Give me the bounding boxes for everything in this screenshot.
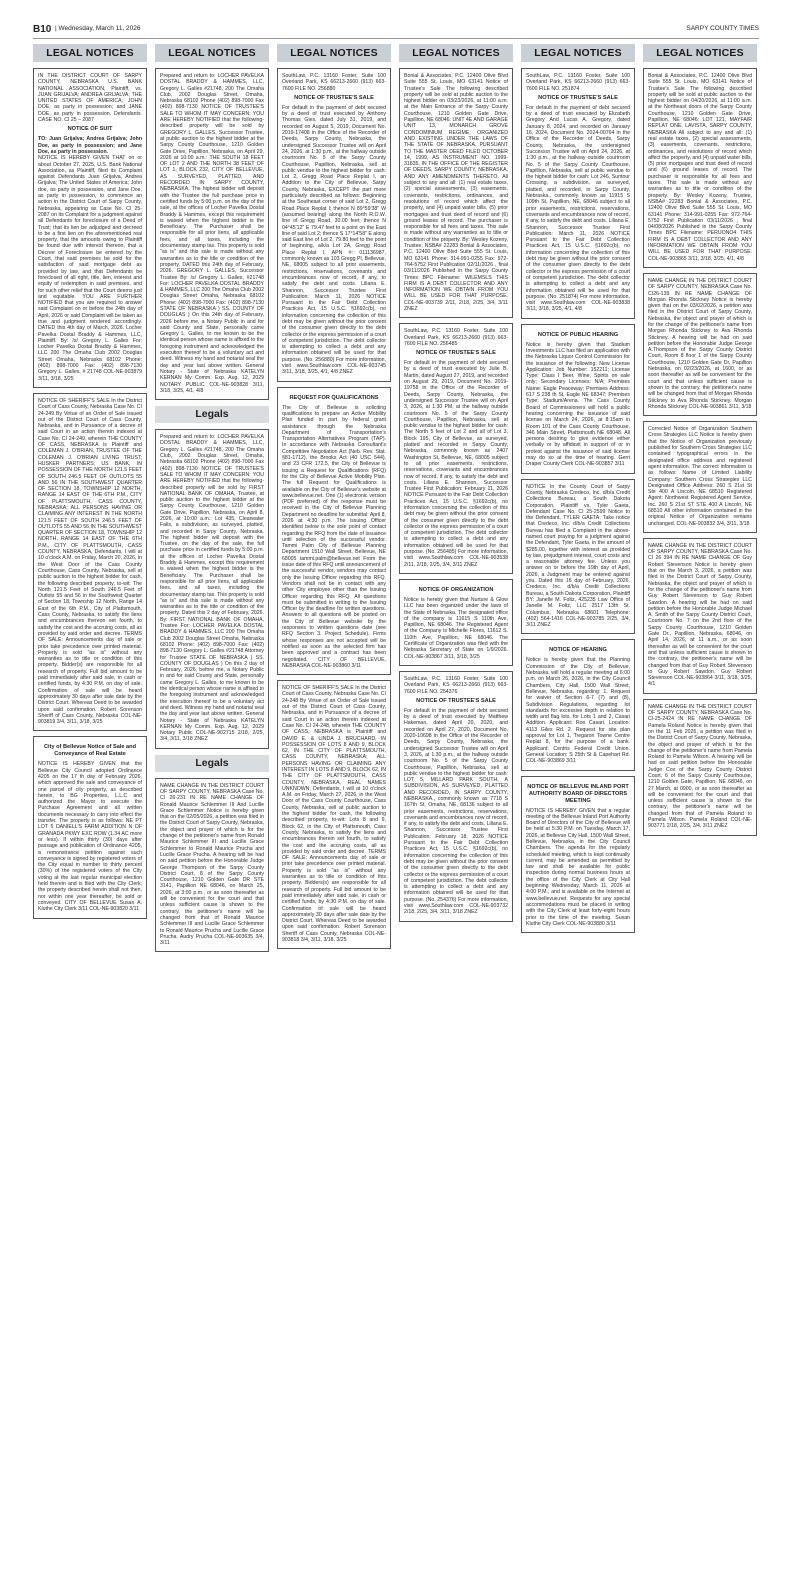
name-change-notice (643, 538, 757, 694)
name-change-notice (155, 778, 269, 953)
notice-title: NOTICE OF ORGANIZATION (418, 586, 494, 593)
notice-title: NOTICE OF TRUSTEE'S SALE (538, 94, 618, 101)
notice-body: NOTICE IS HEREBY GIVEN that the Bellevue City Council adopted Ordinance 4205 on the 17 th day of February 2026, which approved the sale and conveyance of one parcel of city property, as described herein, to BG Properties, L.L.C and authorized the Mayor to execute the Purchase Agreement and all written documents necessary to carry into effect the transfer. The property is as follows: NE PT LOT 5 DANIELL'S FARM ADDITION N OF GRANADA PKWY EXC ROW (1.34 AC more or less). If within thirty (30) days after passage and publication of Ordinance 4205, a remonstrance petition against such conveyance is signed by registered voters of the City equal in number to thirty percent (30%) of the registered voters of the City voting at the last regular municipal election held therein and is filed with the City Clerk, the property described herein shall not then, nor within one year thereafter, be sold or conveyed. CITY OF BELLEVUE Susan A. Kluthe City Clerk 3/11 COL-NE-903820 3/11 (38, 761, 142, 913)
column-6 (643, 44, 757, 1576)
organization-notice (399, 579, 513, 666)
trustees-sale-notice (399, 323, 513, 574)
column-2 (155, 44, 269, 1576)
request-for-qualifications (277, 387, 391, 675)
section-header: LEGAL NOTICES (521, 44, 635, 62)
section-header: LEGAL NOTICES (155, 44, 269, 62)
trustees-sale-notice (155, 68, 269, 400)
column-4 (399, 44, 513, 1576)
column-3 (277, 44, 391, 1576)
notice-body: Corrected Notice of Organization Southern Cross Strategies LLC Notice is hereby given that the Notice of Organization previously published for Southern Cross Strategies LLC contained typographical errors in the designated office address and registered agent information. The correct information is as follows: Name of Limited Liability Company: Southern Cross Strategies LLC Designated Office Address: 260 S 21st St Ste 400 A Lincoln, NE 68510 Registered Agent: Northwest Registered Agent Service, Inc. 260 S 21st ST STE 400 A Lincoln, NE 68510 All other information contained in the original Notice of Organization remains unchanged. COL-NE-903832 3/4, 3/11, 3/18 (648, 426, 752, 527)
trustees-sale-notice (277, 68, 391, 382)
notice-body: Notice is hereby given that the Planning Commission of the City of Bellevue, Nebraska, will hold a regular meeting at 6:00 p.m. on March 26, 2026, in the City Council Chambers, City Hall, 1500 Wall Street, Bellevue, Nebraska, regarding: 1. Request for waiver of Section 6-7 (7) and (8), Subdivision Regulations, regarding lot standards for excessive depth in relation to width and flag lots, for Lots 1 and 2, Casari Addition. Applicant: Ron Casari. Location: 4113 Giles Rd. 2. Request for site plan approval for Lot 1, Tregaron Towne Centre Replat 8, for the purpose of a bank. Applicant: Centris Federal Credit Union. General Location: S 25th St & Capehart Rd. COL-NE-903869 3/11 (526, 657, 630, 765)
section-header: LEGAL NOTICES (399, 44, 513, 62)
sheriffs-sale-notice (277, 680, 391, 949)
section-header: LEGAL NOTICES (33, 44, 147, 62)
trustees-sale-notice (155, 429, 269, 749)
notice-lead: SouthLaw, P.C. 13160 Foster, Suite 100 Overland Park, KS 66213-2660 (913) 663-7600 FILE NO. 256880 (282, 73, 386, 92)
name-change-notice (643, 273, 757, 416)
notice-subheading: TO: Juan Grijalva; Andrea Grijalva; John Doe, as party in possession; and Jane Doe, as party in possession. (38, 136, 142, 155)
notice-lead: SouthLaw, P.C. 13160 Foster, Suite 100 Overland Park, KS 66213-2660 (913) 663-7600 FILE NO. 254376 (404, 675, 508, 695)
notice-lead: IN THE DISTRICT COURT OF SARPY COUNTY, NEBRASKA U.S. BANK NATIONAL ASSOCIATION, Plaintiff, vs. JUAN GRIJALVA; ANDREA GRIJALVA; THE UNITED STATES OF AMERICA; JOHN DOE, as party in possession; and JANE DOE, as party in possession. Defendants. CASE NO. CI 25 – 2087 (38, 73, 142, 124)
city-sale-notice (33, 736, 147, 918)
notice-title: NOTICE OF HEARING (549, 647, 607, 654)
trustees-sale-notice (399, 68, 513, 318)
notice-body: For default in the payment of debt secured by a deed of trust executed by Matthew Hakeman, dated April 20, 2020, and recorded on April 27, 2020, Document No. 2020-10698 in the Office of the Recorder of Deeds, Sarpy County, Nebraska, the undersigned Successor Trustee will on April 3, 2026, at 1:30 p.m., at the hallway outside courtroom No. 5 of the Sarpy County Courthouse, Papillion, Nebraska, sell at public vendue to the highest bidder for cash: LOT 5, MILLARD PARK SOUTH, A SUBDIVISION, AS SURVEYED, PLATTED AND RECORDED, IN SARPY COUNTY, NEBRASKA., commonly known as 7718 S 167th St, Omaha, NE, 68136 subject to all prior easements, restrictions, reservations, covenants and encumbrances now of record, if any, to satisfy the debt and costs. Liliana E. Shannon, Successor Trustee First Publication: February 18, 2026 NOTICE Pursuant to the Fair Debt Collection Practices Act, 15 U.S.C. §1692c(b), no information concerning the collection of this debt may be given without the prior consent of the consumer given directly to the debt collector or the express permission of a court of competent jurisdiction. The debt collector is attempting to collect a debt and any information obtained will be used for that purpose. (No. 254376) For more information, visit www.Southlaw.com COL-NE-903732 2/18, 2/25, 3/4, 3/11, 3/18 ZNEZ (404, 707, 508, 916)
notice-body: NOTICE IS HEREBY GIVEN THAT on or about October 27, 2025, U.S. Bank National Association, as Plaintiff, filed its Complaint against Defendants Juan Grijalva, Andrea Grijalva; The United States of America; John doe, as party in possession, and Jane Doe, as party in possession, to commence an action in the District Court of Sarpy County, Nebraska, appearing as Case No. CI 25-2087 on its Complaint for a judgment against all Defendants for foreclosure of a Deed of Trust; that its lien be adjudged and decreed to be a first lien on the aforementioned real property, that the amounts owing to Plaintiff be found due with interest thereon, that a Decree of Foreclosure be entered by the Court, that said premises be sold for the satisfaction of said mortgage debt as provided by law, and that Defendants be foreclosed of all right, title, lien, interest and equity of redemption in said premises, and for such other relief that the Court deems just and equitable. YOU ARE FURTHER NOTIFIED that you are required to answer said Complaint on or before the 24th day of April, 2026 or said Complaint will be taken as true and judgment rendered accordingly. DATED this 4th day of March, 2026. Locher Pavelka Dostal Braddy & Hammes, LLC, Plaintiff. By: /s/ Gregory L. Galles For: Locher Pavelka Dostal Braddy & Hammes, LLC 200 The Omaha Club 2002 Douglas Street Omaha, Nebraska 68102 Phone: (402) 898-7000 Fax: (402) 898-7130 Gregory L. Galles, # 21748 COL-NE-903879 3/11, 3/18, 3/25 (38, 155, 142, 382)
notice-body: NOTICE In the County Court of Sarpy County, Nebraska Credeco, Inc. d/b/a Credit Collections Bureau, a South Dakota Corporation, Plaintiff vs. Tyler Gaeta, Defendant Case No. CI 25-2599 Notice to the Defendant, TYLER GAETA: Take notice that Credeco, Inc. d/b/a Credit Collections Bureau has filed a Complaint in the above-named court praying for a judgment against the Defendant, Tyler Gaeta, in the amount of $285.00, together with interest as provided by law, prejudgment interest, court costs and a reasonable attorney fee. Unless you answer on or before the 19th day of April, 2026, a Judgment may be entered against you. Dated this 16 day of February, 2026. Credeco, Inc. d/b/a Credit Collections Bureau, a South Dakota Corporation, Plaintiff BY: Janelle M. Foltz, 425235 Law Office of Janelle M. Foltz, LLC 2517 13th St. Columbus, Nebraska 68601 Telephone: (402) 564-1416 COL-NE-903785 2/25, 3/4, 3/11 ZNEZ (526, 483, 630, 629)
notice-body: Bonial & Associates, P.C. 12400 Olive Blvd Suite 555 St. Louis, MO 63141 Notice of Trustee's Sale The following described property will be sold at public auction to the highest bidder on 03/23/2026, at 11:00 a.m. at the Main Entrance of the Sarpy County Courthouse, 1210 Golden Gate Drive, Papillion, NE 68046: UNIT 4E AND GARAGE UNIT 13, MONARCH GROVE CONDOMINIUM REGIME, ORGANIZED AND EXISTING UNDER THE LAWS OF THE STATE OF NEBRASKA, PURSUANT TO THE MASTER DEED FILED OCTOBER 14, 1999, AS INSTRUMENT NO. 1999-31835, IN THE OFFICE OF THE REGISTER OF DEEDS, SARPY COUNTY, NEBRASKA, AND ANY AMENDMENTS THERETO. All subject to any and all: (1) real estate taxes, (2) special assessments, (3) easements, covenants, restrictions, ordinances, and resolutions of record which affect the property, and (4) unpaid water bills, (5) prior mortgages and trust deed of record and (6) ground leases of record. The purchaser is responsible for all fees and taxes. This sale is made without any warranties as to title or condition of the property. By: Wesley Kozeny, Trustee, NSBA# 22283 Bonial & Associates, P.C. 12400 Olive Blvd Suite 555 St. Louis, MO 63141 Phone: 314-991-0255 Fax: 972-764-5752 First Publication 02/11/2026 , final 03/11/2026 Published in the Sarpy County Times BPC Filename: WILEMSLS THIS FIRM IS A DEBT COLLECTOR AND ANY INFORMATION WE OBTAIN FROM YOU WILL BE USED FOR THAT PURPOSE. COL-NE-903739 2/11, 2/18, 2/25, 3/4, 3/11 ZNEZ (404, 73, 508, 312)
column-1 (33, 44, 147, 1576)
notice-title: NOTICE OF BELLEVUE INLAND PORT AUTHORITY BOARD OF DIRECTORS MEETING (527, 783, 629, 804)
notice-body: NAME CHANGE IN THE DISTRICT COURT OF SARPY COUNTY, NEBRASKA Case No. CI26-139 IN RE NAME CHANGE OF Morgan Rhonda Stickney Notice is hereby given that on the 03/02/2026, a petition was filed in the District Court of Sarpy County, Nebraska, the object and prayer of which is for the change of the petitioner's name from Morgan Rhonda Stickney to Ava Rhonda Stickney. A hearing will be had on said petition before the Honorable Judge George A.Thompson of the Sarpy County District Court, Room 8 floor 1 of the Sarpy County Courthouse, 1210 Golden Gate Dr, Papillion Nebraska, on 02/23/2026, at 1600, or as soon thereafter as will be convenient for the court and that unless sufficient cause is shown to the contrary, the petitioner's name will be changed from that of Morgan Rhonda Stickney to Ava Rhonda Stickney. Morgan Rhonda Stickney COL-NE-903861 3/11, 3/18 (648, 277, 752, 410)
notice-body: NAME CHANGE IN THE DISTRICT COURT OF SARPY COUNTY, NEBRASKA Case No. CI 26 394 IN RE NAME CHANGE OF Guy Robert Stevenson Notice is hereby given that on the March 3, 2026, a petition was filed in the District Court of Sarpy County, Nebraska, the object and prayer of which is for the change of the petitioner's name from Guy Robert Stevenson to Guy Robert Sawdon. A hearing will be had on said petition before the Honorable Judge Michael A. Smith of the Sarpy County District Court, Courtroom No. 7 on the 2nd floor of the Sarpy County Courthouse, 1210 Golden Gate Dr., Papillion, Nebraska, 68046, on April 14, 2026, at 11 a.m., or as soon thereafter as will be convenient for the court and that unless sufficient cause is shown to the contrary, the petitioner's name will be changed from that of Guy Robert Stevenson to Guy Robert Sawdon. Guy Robert Stevenson COL-NE-903864 3/11, 3/18, 3/25, 4/1 (648, 542, 752, 688)
notice-body: Prepared and return to: LOCHER PAVELKA DOSTAL BRADDY & HAMMES, LLC, Gregory L. Galles #21748, 200 The Omaha Club, 2002 Douglas Street, Omaha, Nebraska 68102 Phone (402) 898-7000 Fax (402) 898-7130 NOTICE OF TRUSTEE'S SALE TO WHOM IT MAY CONCERN: YOU ARE HEREBY NOTIFIED that the following-described property will be sold by GREGORY L. GALLES, Successor Trustee, at public auction to the highest bidder at the Sarpy County Courthouse, 1210 Golden Gate Drive, Papillion, Nebraska, on April 29, 2026 at 10:00 a.m.: THE SOUTH 18 FEET OF LOT 2 AND THE NORTH 38 FEET OF LOT 1, BLOCK 232, CITY OF BELLEVUE, AS SURVEYED, PLATTED, AND RECORDED IN SARPY COUNTY, NEBRASKA. The highest bidder will deposit with the Trustee the full purchase price in certified funds by 5:00 p.m. on the day of the sale, at the offices of Locher Pavelka Dostal Braddy & Hammes, except this requirement is waived when the highest bidder is the Beneficiary. The Purchaser shall be responsible for all prior liens, all applicable fees, and all taxes, including the documentary stamp tax. This property is sold "as is" and this sale is made without any warranties as to the title or condition of the property. DATED this 24th day of February, 2026. GREGORY L. GALLES, Successor Trustee By: /s/ Gregory L. Galles, #21748 For: LOCHER PAVELKA DOSTAL BRADDY & HAMMES, LLC 200 The Omaha Club 2002 Douglas Street Omaha, Nebraska 68102 Phone: (402) 898-7000 Fax: (402) 898-7130 STATE OF NEBRASKA ) SS. COUNTY OF DOUGLAS ) On this 24th day of February, 2026 before me, a Notary Public in and for said County and State, personally came Gregory L. Galles, to me known to be the identical person whose name is affixed to the foregoing instrument and acknowledged the execution thereof to be a voluntary act and deed. Witness my hand and notarial seal the day and year last above written. General Notary - State of Nebraska KATELYN KERNAN My Comm. Exp. Aug. 12, 2029 NOTARY PUBLIC COL-NE-903828 3/11, 3/18, 3/25, 4/1, 4/8 (160, 73, 264, 394)
notice-body: NOTICE OF SHERIFF'S SALE In the District Court of Cass County, Nebraska Case No. CI 24-248 By Virtue of an Order of Sale issued out of the District Court of Cass County, Nebraska, and in Pursuance of a decree of said Court in an action therein indexed at Case No. CI 24-248, wherein THE COUNTY OF CASS, NEBRASKA is Plaintiff and DAVID E. & LINDA J. BRUCHARD, IN POSSESSION OF LOTS 8 AND 9, BLOCK 62, IN THE CITY OF PLATTSMOUTH, CASS COUNTY, NEBRASKA; ALL PERSONS HAVING OR CLAIMING ANY INTEREST IN LOTS 8 AND 9, BLOCK 62, IN THE CITY OF PLATTSMOUTH, CASS COUNTY, NEBRASKA, REAL NAMES UNKNOWN, Defendants, I will at 10 o'clock A.M. on Friday, March 27, 2026, in the West Door of the Cass County Courthouse, Cass County, Nebraska, sell at public auction to the highest bidder for cash, the following described property, to-wit: Lots 8 and 9, Block 62, in the City of Plattsmouth, Cass County, Nebraska, to satisfy the liens and encumbrances therein set fourth, to satisfy the cost and the accruing costs, all as provided by said order and decree. TERMS OF SALE: Announcements day of sale or prior take precedence over printed material. Property is sold "as is" without any warranties as to title or condition of this property. Bidders(s) are responsible for all research of property. Full bid amount to be paid immediately after said sale, in cash or certified funds, by 4:30 P.M. on day of sale. Confirmation of sale will be heard approximately 30 days after sale date by the District Court. Whereas Deed to be awarded upon said confirmation. Robert Sorenson Sheriff of Cass County, Nebraska COL-NE-903818 3/4, 3/11, 3/18, 3/25 (282, 685, 386, 943)
notice-title: NOTICE OF SUIT (67, 126, 113, 133)
notice-title: NOTICE OF TRUSTEE'S SALE (416, 697, 496, 704)
section-header: LEGAL NOTICES (643, 44, 757, 62)
publication-name: SARPY COUNTY TIMES (686, 25, 759, 32)
trustees-sale-notice (399, 671, 513, 922)
notice-body: NAME CHANGE IN THE DISTRICT COURT OF SARPY COUNTY, NEBRASKA Case No. CI-25-2424 IN RE NAME CHANGE OF Pamela Roland Notice is hereby given that on the 11 Feb 2026, a petition was filed in the District Court of Sarpy County, Nebraska, the object and prayer of which is for the change of the petitioner's name from Pamela Roland to Pamela Wilson. A hearing will be had on said petition before the Honorable Judge Cox of the Sarpy County District Court, 6 of the Sarpy County Courthouse, 1210 Golden Gate, Papillion, NE 68046, on 27 March, at 0900, or as soon thereafter as will be convenient for the court and that unless sufficient cause is shown to the contrary, the petitioner's name will be changed from that of Pamela Roland to Pamela Wilson. Pamela Roland COL-NE-903771 2/18, 2/25, 3/4, 3/11 ZNEZ (648, 703, 752, 830)
legals-banner: Legals (155, 755, 269, 772)
column-5 (521, 44, 635, 1576)
notice-body: For default in the payment of debt secured by a deed of trust executed by Elizabeth Gregory And Lucas A. Gregory, dated January 8, 2024, and recorded on January 16, 2024, Document No. 2024-00764 in the Office of the Recorder of Deeds, Sarpy County, Nebraska, the undersigned Successor Trustee will on April 24, 2026, at 1:30 p.m., at the hallway outside courtroom No. 5 of the Sarpy County Courthouse, Papillion, Nebraska, sell at public vendue to the highest bidder for cash: Lot 246, Suntour Crossing, a subdivision, as surveyed, platted, and recorded, in Sarpy County, Nebraska., commonly known as 11915 S 109th St, Papillion, NE, 68046 subject to all prior easements, restrictions, reservations, covenants and encumbrances now of record, if any, to satisfy the debt and costs. Liliana E. Shannon, Successor Trustee First Publication: March 11, 2026 NOTICE Pursuant to the Fair Debt Collection Practices Act, 15 U.S.C. §1692c(b), no information concerning the collection of this debt may be given without the prior consent of the consumer given directly to the debt collector or the express permission of a court of competent jurisdiction. The debt collector is attempting to collect a debt and any information obtained will be used for that purpose. (No. 251874) For more information, visit www.Southlaw.com COL-NE-903838 3/11, 3/18, 3/25, 4/1, 4/8 (526, 104, 630, 313)
hearing-notice (521, 639, 635, 770)
notice-body: NOTICE OF SHERIFF'S SALE In the District Court of Cass County, Nebraska Case No. CI 24-249 By Virtue of an Order of Sale issued out of the District Court of Cass County, Nebraska, and in Pursuance of a decree of said Court in an action therein indexed at Case No. CI 24-249, wherein THE COUNTY OF CASS, NEBRASKA is Plaintiff and COLEMAN J. O'BRIAN, TRUSTEE OF THE COLEMAN J. O'BRIAN LIVING TRUST; HUSKER PARTNERS; US BANK, IN POSSESSION OF THE NORTH 121.5 FEET OF SOUTH 246.5 FEET OF OUTLOTS 55 AND 56 IN THE SOUTHWEST QUARTER OF SECTION 18, TOWNSHIP 12 NORTH, RANGE 14 EAST OF THE 6TH P.M., CITY OF PLATTSMOUTH, CASS COUNTY, NEBRASKA; ALL PERSONS HAVING OR CLAIMING ANY INTEREST IN THE NORTH 121.5 FEET OF SOUTH 246.5 FEET OF OUTLOTS 55 AND 56 IN THE SOUTHWEST QUARTER OF SECTION 18, TOWNSHIP 12 NORTH, RANGE 14 EAST OF THE 6TH P.M., CITY OF PLATTSMOUTH, CASS COUNTY, NEBRASKA, Defendants, I will at 10 o'clock A.M. on Friday, March 20, 2026, in the West Door of the Cass County Courthouse, Cass County, Nebraska, sell at public auction to the highest bidder for cash, the following described property, to-wit: The North 121.5 Feet of South 246.5 Feet of Outlots 55 and 56 in the Southwest Quarter of Section 18, Township 12 North, Range 14 East of the 6th P.M., City of Plattsmouth, Cass County, Nebraska, to satisfy the liens and encumbrances thereon set fourth, to satisfy the cost and the accruing costs, all as provided by said order and decree. TERMS OF SALE: Announcements day of sale or prior take precedence over printed material. Property is sold "as is" without any warranties as to title or condition of this property. Bidder(s) are responsible for all research of property. Full bid amount to be paid immediately after said sale, in cash or certified funds, by 4:30 P.M. on day of sale. Confirmation of sale will be heard approximately 30 days after sale date by the District Court. Whereas Deed to be awarded upon said confirmation. Robert Sorenson Sheriff of Cass County, Nebraska COL-NE-903819 3/4, 3/11, 3/18, 3/25 (38, 397, 142, 726)
notice-body: Notice is hereby given that Nurture & Glow LLC has been organized under the laws of the State of Nebraska. The designated office of the company is 11615 S 110th Ave, Papillion, NE 68046. The Registered Agent of the Company is Michelle Flores, 11612 S. 110th Ave, Papillion, NE 68046. The Certificate of Organization was filed with the Nebraska Secretary of State on 1/9/2026. COL-NE-903867 3/11, 3/18, 3/25 (404, 596, 508, 660)
notice-title: NOTICE OF TRUSTEE'S SALE (416, 350, 496, 357)
notice-body: Bonial & Associates, P.C. 12400 Olive Blvd Suite 555 St. Louis, MO 63141 Notice of Trustee's Sale The following described property will be sold at public auction to the highest bidder on 04/20/2026, at 11:00 a.m. at the Northeast doors of the Sarpy County Courthouse, 1210 Golden Gate Drive, Papillion, NE 68046: LOT 121, MAYFAIR REPLAT ONE, LAVISTA, SARPY COUNTY, NEBRASKA All subject to any and all: (1) real estate taxes, (2) special assessments, (3) easements, covenants, restrictions, ordinances, and resolutions of record which affect the property, and (4) unpaid water bills, (5) prior mortgages and trust deed of record and (6) ground leases of record. The purchaser is responsible for all fees and taxes. This sale is made without any warranties as to title or condition of the property. By: Wesley Kozeny, Trustee, NSBA# 22283 Bonial & Associates, P.C. 12400 Olive Blvd Suite 555 St. Louis, MO 63141 Phone: 314-991-0255 Fax: 972-764-5752 First Publication 03/11/2026 , final 04/08/2026 Published in the Sarpy County Times BPC Filename: PERUONO4 THIS FIRM IS A DEBT COLLECTOR AND ANY INFORMATION WE OBTAIN FROM YOU WILL BE USED FOR THAT PURPOSE. COL-NE-903865 3/11, 3/18, 3/25, 4/1, 4/8 (648, 73, 752, 262)
page-number: B10 (33, 24, 52, 35)
trustees-sale-notice (521, 68, 635, 319)
notice-lead: SouthLaw, P.C. 13160 Foster, Suite 100 Overland Park, KS 66213-2660 (913) 663-7600 FILE NO. 256485 (404, 328, 508, 347)
county-court-notice (521, 479, 635, 635)
section-header: LEGAL NOTICES (277, 44, 391, 62)
masthead (33, 24, 759, 39)
notice-body: Prepared and return to: LOCHER PAVELKA DOSTAL BRADDY & HAMMES, LLC, Gregory L. Galles #21748, 200 The Omaha Club, 2002 Douglas Street, Omaha, Nebraska 68102 Phone (402) 898-7000 Fax (402) 898-7130 NOTICE OF TRUSTEE'S SALE TO WHOM IT MAY CONCERN: YOU ARE HEREBY NOTIFIED that the following-described property will be sold by FIRST NATIONAL BANK OF OMAHA, Trustee, at public auction to the highest bidder at the Sarpy County Courthouse, 1210 Golden Gate Drive, Papillion, Nebraska, on April 8, 2026, at 10:00 a.m.: Lot 435, Clearwater Falls, a subdivision, as surveyed, platted, and recorded in Sarpy County, Nebraska. The highest bidder will deposit with the Trustee, on the day of the sale, the full purchase price in certified funds by 5:00 p.m. at the offices of Locher Pavelka Dostal Braddy & Hammes, except this requirement is waived when the highest bidder is the Beneficiary. The Purchaser shall be responsible for all prior liens, all applicable fees, and all taxes, including the documentary stamp tax. This property is sold "as is" and this sale is made without any warranties as to the title or condition of the property. Dated this 2 day of February, 2026. By: FIRST NATIONAL BANK OF OMAHA, Trustee For: LOCHER PAVELKA DOSTAL BRADDY & HAMMES, LLC 200 The Omaha Club 2002 Douglas Street Omaha, Nebraska 68102 Phone: (402) 898-7000 Fax: (402) 898-7130 Gregory L. Galles #21748 Attorney for Trustee STATE OF NEBRASKA ) SS. COUNTY OF DOUGLAS ) On this 2 day of February, 2026, before me, a Notary Public in and for said County and State, personally came Gregory L. Galles, to me known to be the identical person whose name is affixed to the foregoing instrument and acknowledged the execution thereof to be a voluntary act and deed. Witness my hand and notarial seal the day and year last above written. General Notary - State of Nebraska KATELYN KERNAN My Comm. Exp. Aug. 12, 2029 Notary Public COL-NE-902715 2/18, 2/25, 3/4, 3/11, 3/18 ZNEZ (160, 434, 264, 743)
notice-title: REQUEST FOR QUALIFICATIONS (289, 394, 379, 401)
legals-banner: Legals (155, 406, 269, 423)
notice-body: For default in the payment of debt secured by a deed of trust executed by Julie B. Martin, dated August 27, 2019, and recorded on August 29, 2019, Document No. 2019-19758 in the Office of the Recorder of Deeds, Sarpy County, Nebraska, the undersigned Successor Trustee will on April 3, 2026, at 1:30 PM, at the hallway outside courtroom No. 5 of the Sarpy County Courthouse, Papillion, Nebraska, sell at public vendue to the highest bidder for cash: The North 5 feet of Lot 2 and all of Lot 3, Block 195, City of Bellevue, as surveyed, platted and recorded in Sarpy County, Nebraska, commonly known as 2407 Washington St, Bellevue, NE, 68005 subject to all prior easements, restrictions, reservations, covenants and encumbrances now of record, if any, to satisfy the debt and costs. Liliana E. Shannon, Successor Trustee First Publication: February 11, 2026 NOTICE Pursuant to the Fair Debt Collection Practices Act, 15 U.S.C. §1692c(b), no information concerning the collection of this debt may be given without the prior consent of the consumer given directly to the debt collector or the express permission of a court of competent jurisdiction. The debt collector is attempting to collect a debt and any information obtained will be used for that purpose. (No. 256485) For more information, visit www.Southlaw.com COL-NE-903538 2/11, 2/18, 2/25, 3/4, 3/11 ZNEZ (404, 360, 508, 568)
notice-title: NOTICE OF TRUSTEE'S SALE (294, 94, 374, 101)
notice-title: City of Bellevue Notice of Sale and Conveyance of Real Estate (43, 744, 136, 758)
corrected-organization-notice (643, 421, 757, 533)
notice-body: Notice is hereby given that Stadium Investments LLC has filed an application with the Nebraska Liquor Control Commission for the issuance of the following: New License Application: Job Number: 152211; License Type: Class I Beer, Wine, Spirits on sale only; Secondary Licenses: N/A; Premises Name: Eagle Peaceway; Premises Address: 617 S 238 th St, Eagle NE 68347; Premises Type: Stadium/Arena. The Cass County Board of Commissioners will hold a public hearing concerning the issuance of said license on March 24, 2026, at 8:15am in Room 101 of the Cass County Courthouse, 346 Main Street, Plattsmouth NE 68048. All persons desiring to give evidence either verbally or by affidavit in support of or in protest against the issuance of said license may do so at the time of hearing. Gerri Draper County Clerk COL-NE-903857 3/11 (526, 341, 630, 468)
notice-title: NOTICE OF PUBLIC HEARING (537, 331, 619, 338)
name-change-notice (643, 699, 757, 836)
public-hearing-notice (521, 324, 635, 474)
sheriffs-sale-notice (33, 393, 147, 731)
notice-body: NOTICE IS HEREBY GIVEN that a regular meeting of the Bellevue Inland Port Authority Board of Directors of the City of Bellevue will be held at 5:30 P.M. on Tuesday, March 17, 2026, at Bellevue City Hall, 1500 Wall Street, Bellevue, Nebraska, in the City Council Chambers. The agenda for the regularly scheduled meeting, which is kept continually current, may be amended as permitted by law and shall be available for public inspection during normal business hours at the office of the City Clerk at City Hall beginning Wednesday, March 11, 2026 at 4:00 P.M., and is available on the Internet at www.bellevue.net. Requests for any special accommodations must be placed in writing with the City Clerk at least forty-eight hours prior to the time of the meeting. Susan Kluthe City Clerk COL-NE-903880 3/11 (526, 807, 630, 927)
notice-body: The City of Bellevue is soliciting qualifications to prepare an Active Mobility Plan funded in part by federal grant assistance through the Nebraska Department of Transportation's Transportation Alternatives Program (TAP). In accordance with Nebraska Consultant's Competitive Negotiation Act (Neb. Rev. Stat. §81-1712), the Brooks Act (40 USC 544), and 23 CFR 172.5, the City of Bellevue is issuing a Request for Qualifications (RFQ) for the City of Bellevue Active Mobility Plan. The full Request for Qualifications is available on the City of Bellevue's website at www.bellevue.net. One (1) electronic version (PDF preferred) of the response must be received in the City of Bellevue Planning Department no deadline for submittal: April 8, 2026 at 4:30 p.m. The issuing Officer identified below is the sole point of contact regarding the RFQ from the date of issuance until selection of the successful vendor. Tammi Palm City of Bellevue Planning Department 1510 Wall Street, Bellevue, NE 68005 tammi.palm@bellevue.net From the issue date of this RFQ until announcement of the successful vendor, vendors may contact only the Issuing Officer regarding this RFQ. Vendors shall not be in contact with any other City employee other than the Issuing Officer regarding this RFQ. All questions must be submitted in writing to the Issuing Officer by the deadline for written questions. Answers to all questions will be posted on the City of Bellevue website by the responses to written questions date (see RFQ Section 3. Project Schedule). Firms whose responses are not accepted will be notified as soon as the selected firm has been approved and a contract has been negotiated. CITY OF BELLEVUE, NEBRASKA COL-NE-903860 3/11 (282, 404, 386, 669)
dateline: | Wednesday, March 11, 2026 (55, 25, 141, 32)
trustees-sale-notice (643, 68, 757, 268)
notice-lead: SouthLaw, P.C. 13160 Foster, Suite 100 Overland Park, KS 66213-2660 (913) 663-7600 FILE NO. 251874 (526, 73, 630, 92)
notice-body: For default in the payment of debt secured by a deed of trust executed by Anthony Thomas Gies, dated July 31, 2019, and recorded on August 5, 2019, Document No. 2019-17408 in the Office of the Recorder of Deeds, Sarpy County, Nebraska, the undersigned Successor Trustee will on April 24, 2026, at 1:30 p.m., at the hallway outside courtroom No. 5 of the Sarpy County Courthouse, Papillion, Nebraska, sell at public vendue to the highest bidder for cash: Lot 2, Gregg Road Place Replat I, an Addition to the City of Bellevue, Sarpy County, Nebraska, EXCEPT the part more particularly described as follows: Beginning at the Southeast corner of said Lot 2, Gregg Road Place Replat I; thence N 89°59'38" W (assumed bearing) along the North R.O.W. line of Gregg Road, 30.00 feet; thence N 04°45'12" E 79.47 feet to a point on the East line of said Lot 2; thence S 17°14'58" E along said East line of Lot 2, 79.80 feet to the point of beginning, a/k/a Lot 2A, Gregg Road Place Replat I, APN #: 011136987, commonly known as 103 Gregg Pl, Bellevue, NE, 68005 subject to all prior easements, restrictions, reservations, covenants and encumbrances now of record, if any, to satisfy the debt and costs. Liliana E. Shannon, Successor Trustee First Publication: March 11, 2026 NOTICE Pursuant to the Fair Debt Collection Practices Act, 15 U.S.C. §1692c(b), no information concerning the collection of this debt may be given without the prior consent of the consumer given directly to the debt collector or the express permission of a court of competent jurisdiction. The debt collector is attempting to collect a debt and any information obtained will be used for that purpose. (No. 256880) For more information, visit www.Southlaw.com COL-NE-903745 3/11, 3/18, 3/25, 4/1, 4/8 ZNEZ (282, 104, 386, 376)
port-authority-meeting-notice (521, 776, 635, 934)
notice-of-suit (33, 68, 147, 388)
notice-body: NAME CHANGE IN THE DISTRICT COURT OF SARPY COUNTY, NEBRASKA Case No. CI 26-231 IN RE NAME CHANGE OF Ronald Maurice Schlemmer III And Lucille Grace Schlemmer Notice is hereby given that on the 02/05/2026, a petition was filed in the District Court of Sarpy County, Nebraska, the object and prayer of which is for the change of the petitioner's name from Ronald Maurice Schlemmer III and Lucille Grace Schlemmer to Ronald Maurice Prucha and Lucille Grace Prucha. A hearing will be had on said petition before the Honorable Judge George Thompson of the Sarpy County District Court, 8 of the Sarpy County Courthouse, 1210 Golden Gate DR STE 3141, Papillion NE 68046, on March 25, 2026, at 3:00 p.m., or as soon thereafter as will be convenient for the court and that unless sufficient cause is shown to the contrary, the petitioner's name will be changed from that of Ronald Maurice Schlemmer III and Lucille Grace Schlemmer to Ronald Maurice Prucha and Lucille Grace Prucha. Audry Prucha COL-NE-903635 3/4, 3/11 (160, 782, 264, 947)
